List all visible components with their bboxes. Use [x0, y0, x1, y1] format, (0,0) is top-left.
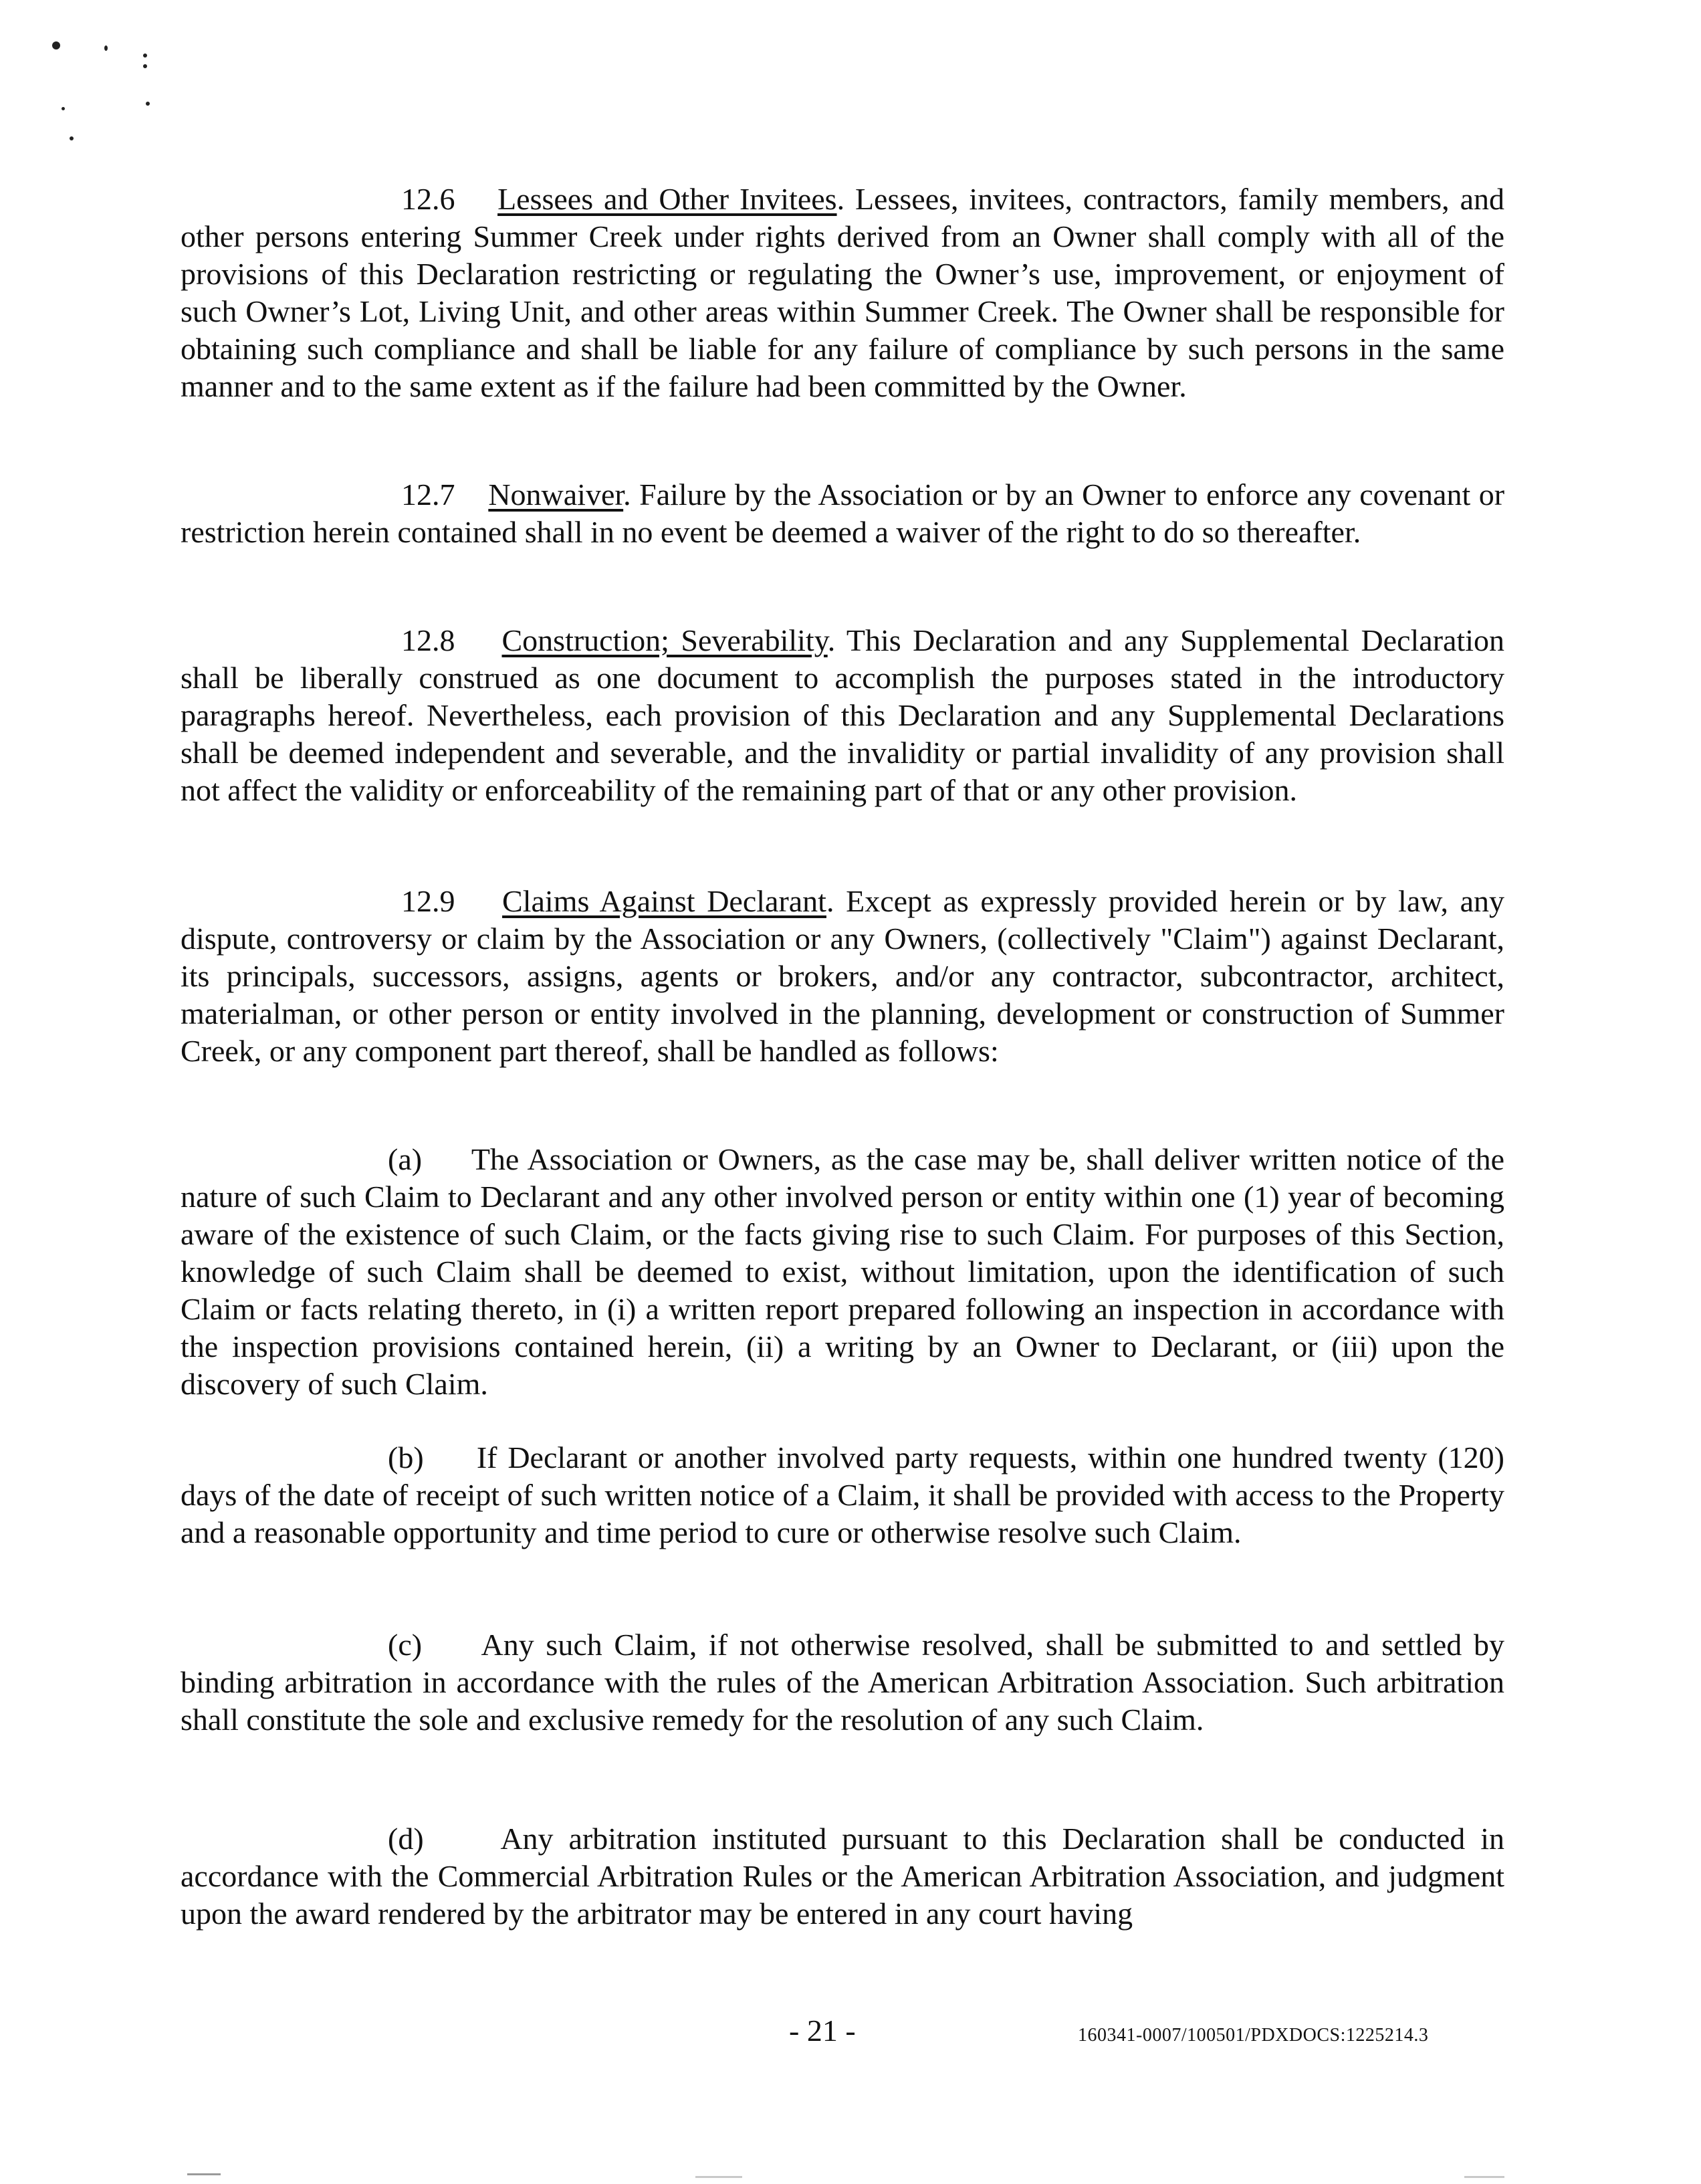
- subsection-c: [181, 1626, 1504, 1739]
- section-12-7: [181, 476, 1504, 551]
- scan-mark: [146, 102, 150, 106]
- subsection-label: (b): [388, 1440, 424, 1475]
- scan-mark: [52, 41, 60, 49]
- section-12-6: [181, 181, 1504, 405]
- subsection-b: [181, 1439, 1504, 1551]
- section-number: 12.8: [401, 623, 455, 657]
- section-number: 12.9: [401, 884, 455, 918]
- subsection-d: [181, 1820, 1504, 1933]
- scan-mark: [143, 64, 147, 68]
- section-12-8: [181, 622, 1504, 809]
- section-heading: Lessees and Other Invitees: [497, 182, 837, 216]
- subsection-a: [181, 1141, 1504, 1403]
- scan-mark: [187, 2173, 221, 2175]
- section-number: 12.7: [401, 477, 455, 512]
- scan-mark: [70, 136, 74, 140]
- section-body: . Lessees, invitees, contractors, family members, and other persons entering Summer Creek under rights derived from an Owner shall comply with all of the provisions of this Declaration restricting or regulating the Owner’s use, improvement, or enjoyment of such Owner’s Lot, Living Unit, and other areas within Summer Creek. The Owner shall be responsible for obtaining such compliance and shall be liable for any failure of compliance by such persons in the same manner and to the same extent as if the failure had been committed by the Owner.: [181, 182, 1504, 403]
- subsection-label: (a): [388, 1142, 423, 1176]
- scan-mark: [695, 2176, 742, 2178]
- section-body: . Failure by the Association or by an Owner to enforce any covenant or restriction herein contained shall in no event be deemed a waiver of the right to do so thereafter.: [181, 477, 1505, 549]
- scan-mark: [143, 53, 147, 58]
- subsection-body: If Declarant or another involved party requests, within one hundred twenty (120) days of the date of receipt of such written notice of a Claim, it shall be provided with access to the Property and a reasonable opportunity and time period to cure or otherwise resolve such Claim.: [181, 1440, 1505, 1549]
- section-number: 12.6: [401, 182, 455, 216]
- section-heading: Claims Against Declarant: [502, 884, 826, 918]
- subsection-body: Any arbitration instituted pursuant to this Declaration shall be conducted in accordance with the Commercial Arbitration Rules or the American Arbitration Association, and judgment upon the award rendered by the arbitrator may be entered in any court having: [181, 1822, 1504, 1931]
- subsection-label: (d): [388, 1822, 424, 1856]
- subsection-label: (c): [388, 1628, 423, 1662]
- section-12-9: [181, 883, 1504, 1070]
- subsection-body: The Association or Owners, as the case may be, shall deliver written notice of the nature of such Claim to Declarant and any other involved person or entity within one (1) year of becoming aware of the existence of such Claim, or the facts giving rise to such Claim. For purposes of this Section, knowledge of such Claim shall be deemed to exist, without limitation, upon the identification of such Claim or facts relating thereto, in (i) a written report prepared following an inspection in accordance with the inspection provisions contained herein, (ii) a writing by an Owner to Declarant, or (iii) upon the discovery of such Claim.: [181, 1142, 1505, 1401]
- scan-mark: [1464, 2176, 1504, 2178]
- section-body: . This Declaration and any Supplemental Declaration shall be liberally construed as one document to accomplish the purposes stated in the introductory paragraphs hereof. Nevertheless, each provision of this Declaration and any Supplemental Declarations shall be deemed independent and severable, and the invalidity or partial invalidity of any provision shall not affect the validity or enforceability of the remaining part of that or any other provision.: [181, 623, 1504, 807]
- page-number: - 21 -: [789, 2013, 856, 2048]
- section-body: . Except as expressly provided herein or by law, any dispute, controversy or claim by the Association or any Owners, (collectively "Claim") against Declarant, its principals, successors, assigns, agents or brokers, and/or any contractor, subcontractor, architect, materialman, or other person or entity involved in the planning, development or construction of Summer Creek, or any component part thereof, shall be handled as follows:: [181, 884, 1505, 1068]
- scan-mark: [62, 107, 65, 110]
- scan-mark: [104, 45, 108, 51]
- subsection-body: Any such Claim, if not otherwise resolved, shall be submitted to and settled by binding arbitration in accordance with the rules of the American Arbitration Association. Such arbitration shall constitute the sole and exclusive remedy for the resolution of any such Claim.: [181, 1628, 1504, 1737]
- section-heading: Construction; Severability: [501, 623, 828, 657]
- section-heading: Nonwaiver: [488, 477, 624, 512]
- document-id: 160341-0007/100501/PDXDOCS:1225214.3: [1078, 2025, 1429, 2046]
